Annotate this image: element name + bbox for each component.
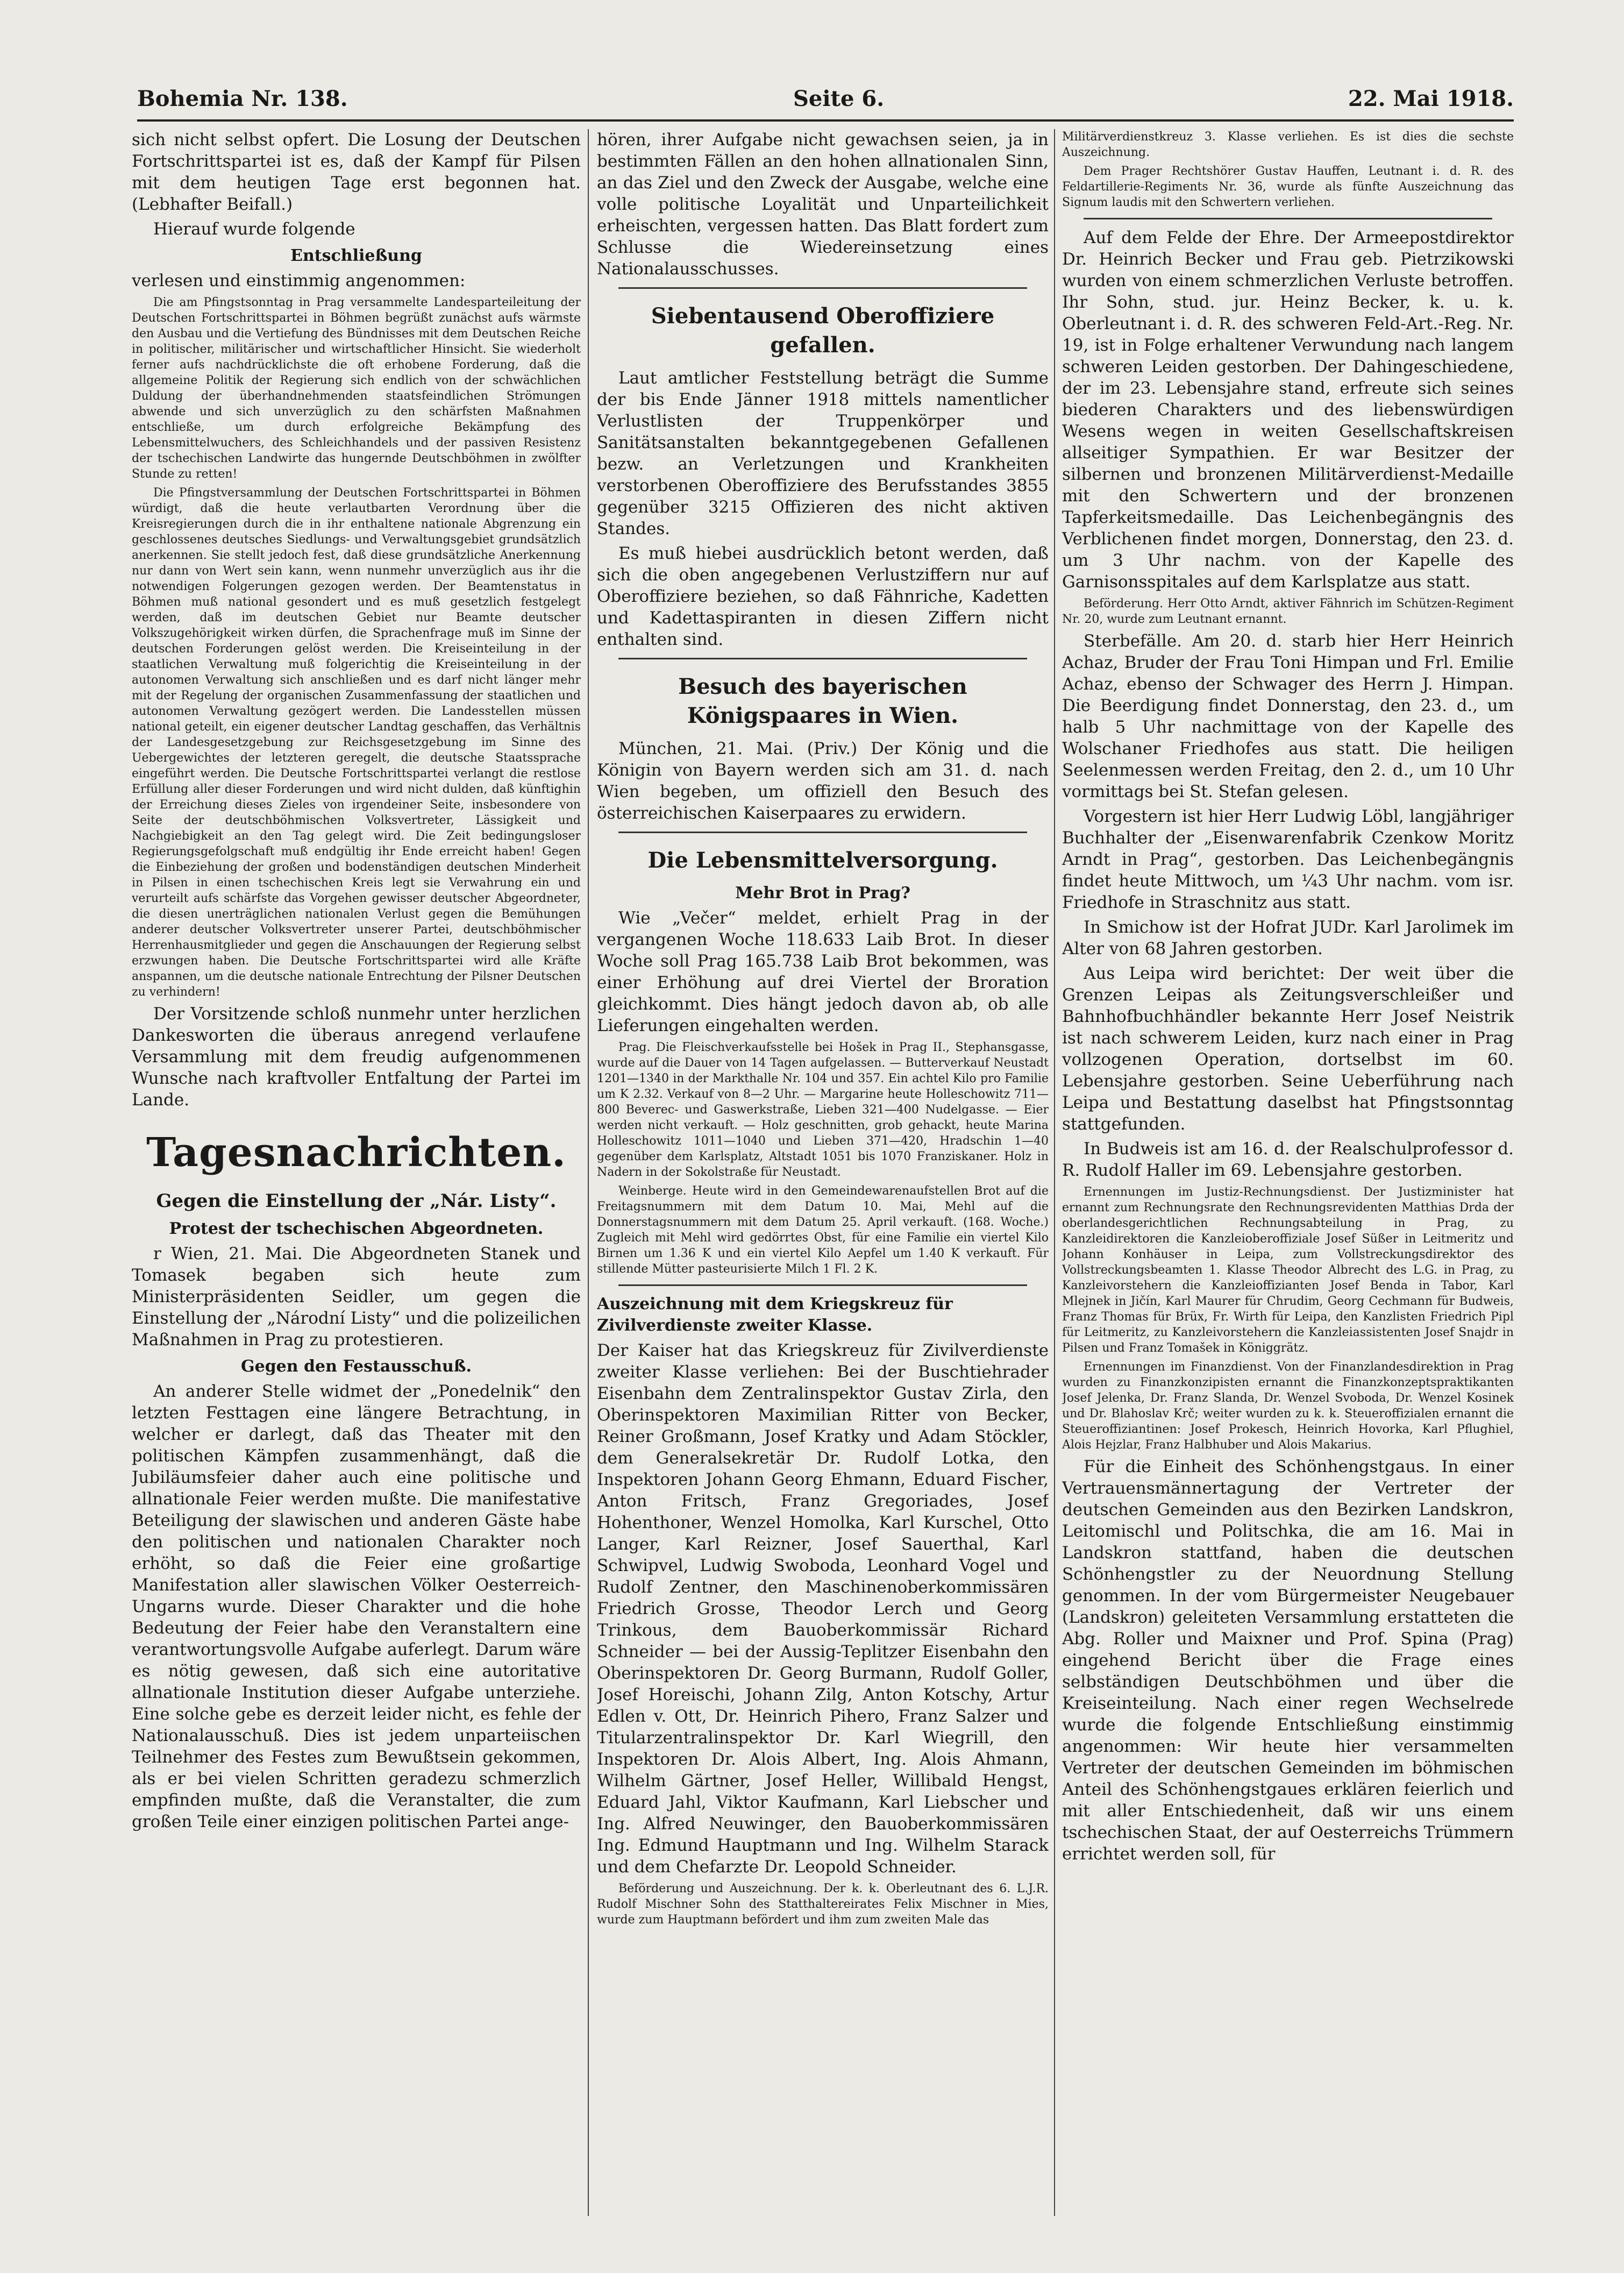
article-headline: Gegen die Einstellung der „Nár. Listy“. — [156, 1190, 557, 1212]
header-masthead: Bohemia Nr. 138. — [137, 86, 348, 111]
article-headline: Auszeichnung mit dem Kriegskreuz für Zivilverdienste zweiter Klasse. — [597, 1295, 953, 1335]
column-1 — [132, 129, 581, 2227]
notice-text: Militärverdienstkreuz 3. Klasse verliehen. Es ist dies die sechste Auszeichnung. — [1062, 130, 1514, 159]
article-text: verlesen und einstimmig angenommen: — [132, 271, 466, 290]
article-text: München, 21. Mai. (Priv.) Der König und die Königin von Bayern werden sich am 31. d. nach Wien begeben, um offiziell den Besuch des österreichischen Kaiserpaares zu erwidern. — [597, 739, 1049, 823]
article-headline: Besuch des bayerischen Königspaares in Wien. — [678, 674, 967, 728]
article-separator — [618, 832, 1027, 833]
article-text: Hierauf wurde folgende — [153, 219, 355, 239]
article-text: hören, ihrer Aufgabe nicht gewachsen seien, ja in bestimmten Fällen an den hohen allnationalen Sinn, an das Ziel und den Zweck der Ausgabe, welche eine volle politische Loyalität und Unparteilichkeit erheischten, vergessen hatten. Das Blatt fordert zum Schlusse die Wiedereinsetzung eines Nationalausschusses. — [597, 130, 1049, 279]
article-separator — [618, 658, 1027, 659]
article-text: An anderer Stelle widmet der „Ponedelnik“ den letzten Festtagen eine längere Betrachtung, in welcher er darlegt, daß das Theater mit den politischen Kämpfen zusammenhängt, daß die Jubiläumsfeier daher auch eine politische und allnationale Feier werden mußte. Die manifestative Beteiligung der slawischen und anderen Gäste habe den politischen und nationalen Charakter noch erhöht, so daß die Feier eine großartige Manifestation aller slawischen Völker Oesterreich-Ungarns wurde. Dieser Charakter und die hohe Bedeutung der Feier habe den Veranstaltern eine verantwortungsvolle Aufgabe auferlegt. Darum wäre es nötig gewesen, daß sich eine autoritative allnationale Institution dieser Aufgabe unterziehe. Eine solche gebe es derzeit leider nicht, es fehle der Nationalausschuß. Dies ist jedem unparteiischen Teilnehmer des Festes zum Bewußtsein gekommen, als er bei vielen Schritten geradezu schmerzlich empfinden mußte, daß die Veranstalter, die zum großen Teile einer einzigen politischen Partei ange- — [132, 1382, 581, 1831]
header-rule — [137, 119, 1514, 122]
column-divider — [588, 129, 589, 2216]
article-text: Sterbefälle. Am 20. d. starb hier Herr Heinrich Achaz, Bruder der Frau Toni Himpan und Frl. Emilie Achaz, ebenso der Schwager des Herrn J. Himpan. Die Beerdigung findet Donnerstag, den 23. d., um halb 5 Uhr nachmittage von der Kapelle des Wolschaner Friedhofes aus statt. Die heiligen Seelenmessen werden Freitag, den 2. d., um 10 Uhr vormittags bei St. Stefan gelesen. — [1062, 631, 1514, 801]
article-subheadline: Mehr Brot in Prag? — [735, 884, 910, 903]
article-text: In Smichow ist der Hofrat JUDr. Karl Jarolimek im Alter von 68 Jahren gestorben. — [1062, 918, 1514, 958]
article-separator — [618, 287, 1027, 289]
article-text: Laut amtlicher Feststellung beträgt die Summe der bis Ende Jänner 1918 mittels namentlicher Verlustlisten der Truppenkörper und Sanitätsanstalten bekanntgegebenen Gefallenen bezw. an Verletzungen und Krankheiten verstorbenen Oberoffiziere des Berufsstandes 3855 gegenüber 3215 Offizieren des nicht aktiven Standes. — [597, 368, 1049, 538]
article-subheadline: Protest der tschechischen Abgeordneten. — [169, 1219, 544, 1238]
article-text: Vorgestern ist hier Herr Ludwig Löbl, langjähriger Buchhalter der „Eisenwarenfabrik Czenkow Moritz Arndt in Prag“, gestorben. Das Leichenbegängnis findet heute Mittwoch, um ¼3 Uhr nachm. vom isr. Friedhofe in Straschnitz aus statt. — [1062, 807, 1514, 912]
column-3 — [1062, 129, 1514, 2227]
article-text: Für die Einheit des Schönhengstgaus. In einer Vertrauensmännertagung der Vertreter der deutschen Gemeinden aus den Bezirken Landskron, Leitomischl und Politschka, die am 16. Mai in Landskron stattfand, haben die deutschen Schönhengstler zu der Neuordnung Stellung genommen. In der vom Bürgermeister Neugebauer (Landskron) geleiteten Versammlung erstatteten die Abg. Roller und Maixner und Prof. Spina (Prag) eingehend Bericht über die Frage eines selbständigen Deutschböhmen und über die Kreiseinteilung. Nach einer regen Wechselrede wurde die folgende Entschließung einstimmig angenommen: Wir heute hier versammelten Vertreter der deutschen Gemeinden im böhmischen Anteil des Schönhengstgaues erklären feierlich und mit aller Entschiedenheit, daß wir uns einem tschechischen Staat, der auf Oesterreichs Trümmern errichtet werden soll, für — [1062, 1457, 1514, 1864]
notice-text: Beförderung. Herr Otto Arndt, aktiver Fähnrich im Schützen-Regiment Nr. 20, wurde zum Leutnant ernannt. — [1062, 597, 1514, 626]
header-date: 22. Mai 1918. — [1348, 86, 1514, 111]
column-divider — [1054, 129, 1055, 2216]
notice-text: Ernennungen im Justiz-Rechnungsdienst. Der Justizminister hat ernannt zum Rechnungsrate den Rechnungsrevidenten Matthias Drda der oberlandesgerichtlichen Rechnungsabteilung in Prag, zu Kanzleidirektoren die Kanzleioberoffiziale Josef Süßer in Leitmeritz und Johann Konhäuser in Leipa, zum Vollstreckungsdirektor des Vollstreckungsbeamten 1. Klasse Theodor Albrecht des L.G. in Prag, zu Kanzleivorstehern die Kanzleioffizianten Josef Benda in Tabor, Karl Mlejnek in Jičín, Karl Maurer für Chrudim, Georg Cechmann für Budweis, Franz Thomas für Brüx, Fr. Wirth für Leipa, den Kanzlisten Friedrich Pipl für Leitmeritz, zu Kanzleivorstehern die Kanzleiassistenten Josef Snajdr in Pilsen und Franz Tomašek in Königgrätz. — [1062, 1185, 1514, 1355]
notice-text: Beförderung und Auszeichnung. Der k. k. Oberleutnant des 6. L.J.R. Rudolf Mischner Sohn des Statthaltereirates Felix Mischner in Mies, wurde zum Hauptmann befördert und ihm zum zweiten Male das — [597, 1882, 1049, 1927]
article-headline: Siebentausend Oberoffiziere gefallen. — [651, 303, 995, 358]
column-2 — [597, 129, 1049, 2227]
notice-text: Dem Prager Rechtshörer Gustav Hauffen, Leutnant i. d. R. des Feldartillerie-Regiments Nr. 36, wurde als fünfte Auszeichnung das Signum laudis mit den Schwertern verliehen. — [1062, 165, 1514, 209]
article-text: sich nicht selbst opfert. Die Losung der Deutschen Fortschrittspartei ist es, daß der Kampf für Pilsen mit dem heutigen Tage erst begonnen hat. (Lebhafter Beifall.) — [132, 130, 581, 214]
article-text: Es muß hiebei ausdrücklich betont werden, daß sich die oben angegebenen Verlustziffern nur auf Oberoffiziere beziehen, so daß Fähnriche, Kadetten und Kadettaspiranten in diesen Ziffern nicht enthalten sind. — [597, 544, 1049, 649]
article-text: Der Kaiser hat das Kriegskreuz für Zivilverdienste zweiter Klasse verliehen: Bei der Buschtiehrader Eisenbahn dem Zentralinspektor Gustav Zirla, den Oberinspektoren Maximilian Ritter von Becker, Reiner Großmann, Josef Kratky und Adam Stöckler, dem Generalsekretär Dr. Rudolf Lotka, den Inspektoren Johann Georg Ehmann, Eduard Fischer, Anton Fritsch, Franz Gregoriades, Josef Hohenthoner, Wenzel Homolka, Karl Kurschel, Otto Langer, Karl Reizner, Josef Sauerthal, Karl Schwipvel, Ludwig Swoboda, Leonhard Vogel und Rudolf Zentner, den Maschinenoberkommissären Friedrich Grosse, Theodor Lerch und Georg Trinkous, dem Bauoberkommissär Richard Schneider — bei der Aussig-Teplitzer Eisenbahn den Oberinspektoren Dr. Georg Burmann, Rudolf Goller, Josef Horeischi, Johann Zilg, Anton Kotschy, Artur Edlen v. Ott, Dr. Heinrich Pihero, Franz Salzer und Titularzentralinspektor Dr. Karl Wiegrill, den Inspektoren Dr. Alois Albert, Ing. Alois Ahmann, Wilhelm Gärtner, Josef Heller, Willibald Hengst, Eduard Jahl, Viktor Kaufmann, Karl Liebscher und Ing. Alfred Neuwinger, den Bauoberkommissären Ing. Edmund Hauptmann und Ing. Wilhelm Starack und dem Chefarzte Dr. Leopold Schneider. — [597, 1341, 1049, 1877]
article-text: r Wien, 21. Mai. Die Abgeordneten Stanek und Tomasek begaben sich heute zum Ministerpräsidenten Seidler, um gegen die Einstellung der „Národní Listy“ und die polizeilichen Maßnahmen in Prag zu protestieren. — [132, 1244, 581, 1349]
page-header — [137, 81, 1514, 118]
article-text: Aus Leipa wird berichtet: Der weit über die Grenzen Leipas als Zeitungsverschleißer und Bahnhofbuchhändler bekannte Herr Josef Neistrik ist nach schwerem Leiden, kurz nach einer in Prag vollzogenen Operation, dortselbst im 60. Lebensjahre gestorben. Seine Ueberführung nach Leipa und Bestattung daselbst hat Pfingstsonntag stattgefunden. — [1062, 964, 1514, 1134]
article-headline: Gegen den Festausschuß. — [241, 1357, 472, 1376]
header-page-number: Seite 6. — [793, 86, 885, 111]
notice-text: Weinberge. Heute wird in den Gemeindewarenaufstellen Brot auf die Freitagsnummern mit dem Datum 10. Mai, Mehl auf die Donnerstagsnummern mit dem Datum 25. April verkauft. (168. Woche.) Zugleich mit Mehl wird gedörrtes Obst, für eine Familie ein viertel Kilo Birnen um 1.36 K und ein viertel Kilo Aepfel um 1.40 K verkauft. Für stillende Mütter pasteurisierte Milch 1 Fl. 2 K. — [597, 1184, 1049, 1276]
article-separator — [1084, 218, 1492, 219]
article-text: Auf dem Felde der Ehre. Der Armeepostdirektor Dr. Heinrich Becker und Frau geb. Pietrzikowski wurden von einem schmerzlichen Verluste betroffen. Ihr Sohn, stud. jur. Heinz Becker, k. u. k. Oberleutnant i. d. R. des schweren Feld-Art.-Reg. Nr. 19, ist in Folge erhaltener Verwundung nach langem schweren Leiden gestorben. Der Dahingeschiedene, der im 23. Lebensjahre stand, erfreute sich seines biederen Charakters und des liebenswürdigen Wesens wegen in weiten Gesellschaftskreisen allseitiger Sympathien. Er war Besitzer der silbernen und bronzenen Militärverdienst-Medaille mit den Schwertern und der bronzenen Tapferkeitsmedaille. Das Leichenbegängnis des Verblichenen findet morgen, Donnerstag, den 23. d. um 3 Uhr nachm. von der Kapelle des Garnisonsspitales auf dem Karlsplatze aus statt. — [1062, 228, 1514, 592]
resolution-text: Die am Pfingstsonntag in Prag versammelte Landesparteileitung der Deutschen Fortschrittspartei in Böhmen begrüßt zunächst aufs wärmste den Ausbau und die Vertiefung des Bündnisses mit dem Deutschen Reiche in politischer, militärischer und wirtschaftlicher Hinsicht. Sie wiederholt ferner aufs nachdrücklichste die oft erhobene Forderung, daß die allgemeine Politik der Regierung sich endlich von der schwächlichen Duldung der überhandnehmenden staatsfeindlichen Strömungen abwende und sich unverzüglich zu den schärfsten Maßnahmen entschließe, um durch erfolgreiche Bekämpfung des Lebensmittelwuchers, des Schleichhandels und der passiven Resistenz der tschechischen Landwirte das hungernde Deutschböhmen in zwölfter Stunde zu retten! — [132, 296, 581, 481]
article-separator — [618, 1284, 1027, 1286]
notice-text: Prag. Die Fleischverkaufsstelle bei Hošek in Prag II., Stephansgasse, wurde auf die Dauer von 14 Tagen aufgelassen. — Butterverkauf Neustadt 1201—1340 in der Markthalle Nr. 104 und 357. Ein achtel Kilo pro Familie um K 2.32. Verkauf von 8—2 Uhr. — Margarine heute Holleschowitz 711—800 Beverec- und Gaswerkstraße, Lieben 321—400 Nudelgasse. — Eier werden nicht verkauft. — Holz geschnitten, grob gehackt, heute Marina Holleschowitz 1011—1040 und Lieben 371—420, Hradschin 1—40 gegenüber dem Karlsplatz, Altstadt 1051 bis 1070 Franziskaner. Holz in Nadern in der Sokolstraße für Neustadt. — [597, 1041, 1049, 1179]
article-text: Wie „Večer“ meldet, erhielt Prag in der vergangenen Woche 118.633 Laib Brot. In dieser Woche soll Prag 165.738 Laib Brot bekommen, was einer Erhöhung auf drei Viertel der Broration gleichkommt. Dies hängt jedoch davon ab, ob alle Lieferungen eingehalten werden. — [597, 908, 1049, 1035]
section-title: Tagesnachrichten. — [146, 1130, 566, 1176]
notice-text: Ernennungen im Finanzdienst. Von der Finanzlandesdirektion in Prag wurden zu Finanzkonzipisten ernannt die Finanzkonzeptspraktikanten Josef Jelenka, Dr. Franz Slanda, Dr. Wenzel Svoboda, Dr. Wenzel Kosinek und Dr. Blahoslav Krč; weiter wurden zu k. k. Steueroffizialen ernannt die Steueroffiziantinen: Josef Prokesch, Heinrich Hovorka, Karl Pflughiel, Alois Hejzlar, Franz Halbhuber und Alois Makarius. — [1062, 1360, 1514, 1452]
resolution-text: Die Pfingstversammlung der Deutschen Fortschrittspartei in Böhmen würdigt, daß die heute verlautbarten Verordnung über die Kreisregierungen durch die in ihr enthaltene nationale Abgrenzung ein geschlossenes deutsches Siedlungs- und Verwaltungsgebiet grundsätzlich anerkennen. Sie stellt jedoch fest, daß diese grundsätzliche Anerkennung nur dann von Wert sein kann, wenn nunmehr unverzüglich aus ihr die notwendigen Folgerungen gezogen werden. Der Beamtenstatus in Böhmen muß national gesondert und es muß gesetzlich festgelegt werden, daß im deutschen Gebiet nur Beamte deutscher Volkszugehörigkeit wirken dürfen, die Sprachenfrage muß im Sinne der deutschen Forderungen gelöst werden. Die Kreiseinteilung in der staatlichen Verwaltung muß folgerichtig die Kreiseinteilung in der autonomen Verwaltung sich anschließen und es darf nicht länger mehr mit der Regelung der organischen Zusammenfassung der staatlichen und autonomen Verwaltung gezögert werden. Die Landesstellen müssen national geteilt, ein eigener deutscher Landtag geschaffen, das Verhältnis der Landesgesetzgebung zur Reichsgesetzgebung im Sinne des Uebergewichtes der letzteren geregelt, die deutsche Staatssprache eingeführt werden. Die Deutsche Fortschrittspartei verlangt die restlose Erfüllung aller dieser Forderungen und wird nicht dulden, daß künftighin der Erreichung dieses Zieles von irgendeiner Seite, insbesondere von Seite der deutschböhmischen Volksvertreter, Lässigkeit und Nachgiebigkeit an den Tag gelegt wird. Die Zeit bedingungsloser Regierungsgefolgschaft muß endgültig ihr Ende erreicht haben! Gegen die Einbeziehung der großen und bodenständigen deutschen Minderheit in Pilsen in einen tschechischen Kreis legt sie Verwahrung ein und verurteilt aufs schärfste das Vorgehen gewisser deutscher Abgeordneter, die diesen unerträglichen nationalen Verlust gegen die Bemühungen anderer deutscher Volksvertreter unserer Partei, deutschböhmischer Herrenhausmitglieder und gegen die Anschauungen der Regierung selbst erzwungen haben. Die Deutsche Fortschrittspartei wird alle Kräfte anspannen, um die deutsche nationale Entrechtung der Pilsner Deutschen zu verhindern! — [132, 486, 581, 999]
section-heading: Entschließung — [290, 246, 422, 265]
article-headline: Die Lebensmittelversorgung. — [647, 848, 998, 873]
article-text: Der Vorsitzende schloß nunmehr unter herzlichen Dankesworten die überaus anregend verlaufene Versammlung mit dem freudig aufgenommenen Wunsche nach kraftvoller Entfaltung der Partei im Lande. — [132, 1004, 581, 1110]
article-text: In Budweis ist am 16. d. der Realschulprofessor d. R. Rudolf Haller im 69. Lebensjahre gestorben. — [1062, 1139, 1514, 1180]
